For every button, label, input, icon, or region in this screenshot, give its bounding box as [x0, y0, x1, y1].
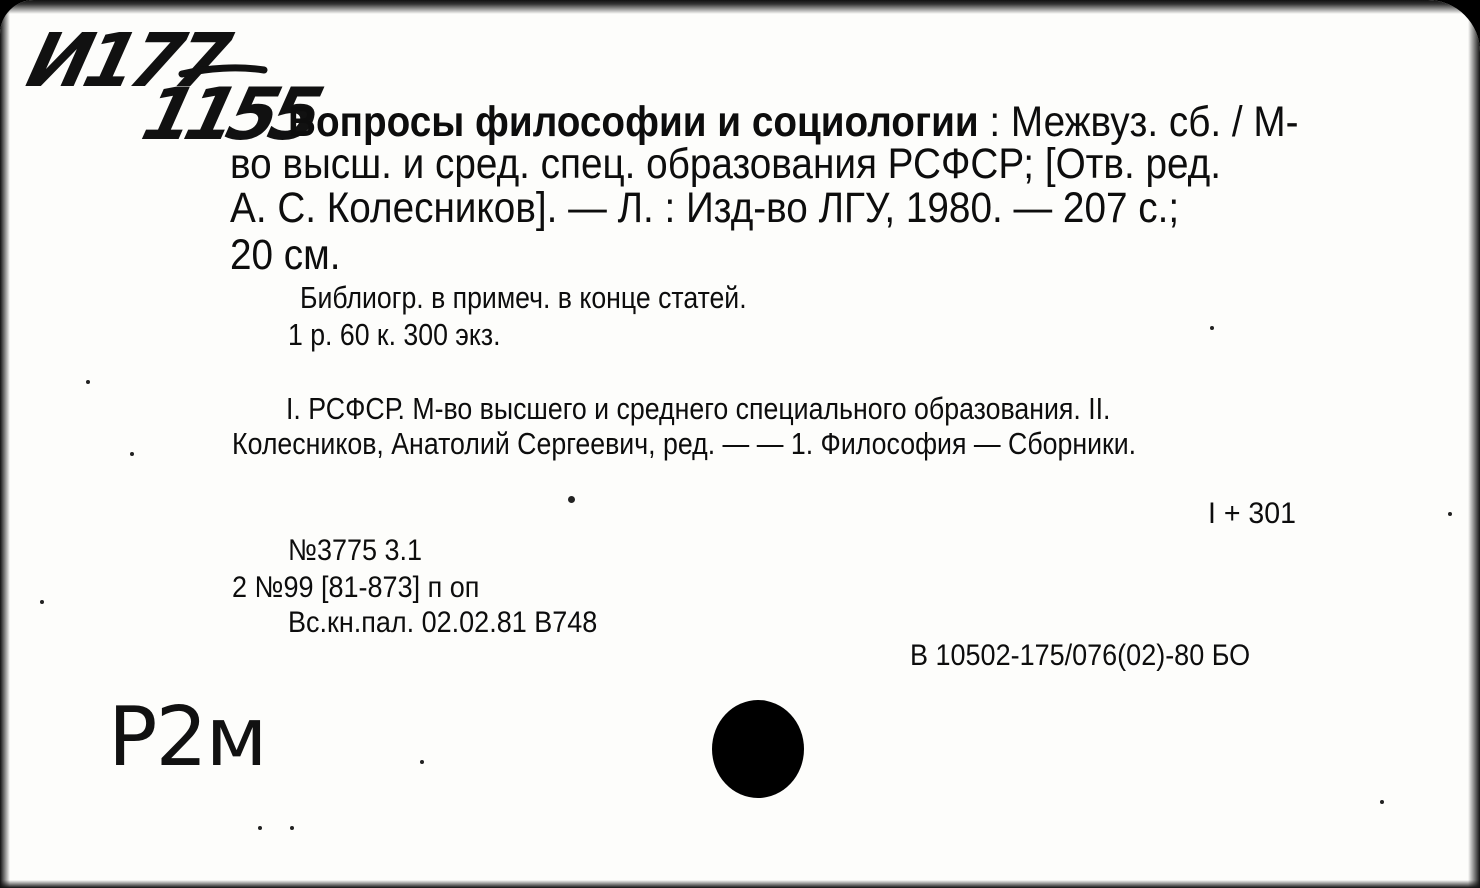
card-edge-top: [0, 0, 1480, 14]
tracing-line-1: I. РСФСР. М-во высшего и среднего специального образования. II.: [286, 391, 1111, 426]
entry-line-4: 20 см.: [230, 231, 341, 279]
entry-line-2: во высш. и сред. спец. образования РСФСР; [Отв. ред.: [230, 140, 1221, 188]
dust-speck: [420, 760, 424, 764]
price-and-print-run: 1 р. 60 к. 300 экз.: [288, 317, 501, 352]
entry-line-1-rest: : Межвуз. сб. / М-: [978, 98, 1299, 146]
card-edge-left: [0, 0, 10, 888]
bibliography-note: Библиогр. в примеч. в конце статей.: [300, 280, 747, 315]
dust-speck: [86, 380, 90, 384]
entry-title: Вопросы философии и социологии: [288, 98, 979, 146]
technical-line-3: Вс.кн.пал. 02.02.81 В748: [288, 606, 598, 639]
punch-hole: [712, 700, 804, 798]
dust-speck: [1210, 326, 1214, 330]
dust-speck: [290, 826, 294, 830]
entry-line-3: А. С. Колесников]. — Л. : Изд-во ЛГУ, 1980. — 207 с.;: [230, 184, 1180, 232]
dust-speck: [568, 496, 575, 503]
classification-number: I + 301: [1208, 497, 1296, 530]
card-edge-bottom: [0, 880, 1480, 888]
dust-speck: [130, 452, 134, 456]
handwritten-location-mark: Р2м: [108, 690, 266, 785]
catalog-code: В 10502-175/076(02)-80 БО: [910, 639, 1251, 672]
card-edge-right: [1468, 0, 1480, 888]
handwritten-call-number-top: И177: [19, 18, 234, 104]
tracing-line-2: Колесников, Анатолий Сергеевич, ред. — — 1. Философия — Сборники.: [232, 426, 1137, 461]
technical-line-1: №3775 3.1: [288, 534, 423, 567]
entry-line-1: [288, 98, 1299, 146]
technical-line-2: 2 №99 [81-873] п оп: [232, 571, 480, 604]
dust-speck: [40, 600, 44, 604]
dust-speck: [258, 826, 262, 830]
handwritten-call-number-bottom: 1155: [134, 72, 324, 156]
dust-speck: [1380, 800, 1384, 804]
dust-speck: [1448, 512, 1452, 516]
